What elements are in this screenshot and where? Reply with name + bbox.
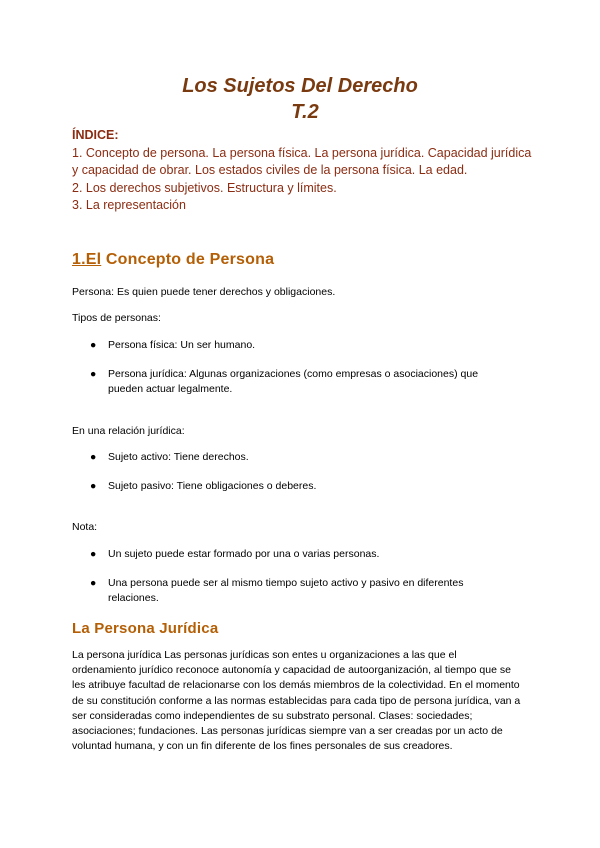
bullet-icon: ● [90, 548, 97, 560]
index-item-1: 1. Concepto de persona. La persona física. La persona jurídica. Capacidad jurídica y capacidad de obrar. Los estados civiles de la persona física. La edad. [72, 145, 532, 177]
section1-heading-text: Concepto de Persona [101, 251, 275, 268]
list-item-text: Una persona puede ser al mismo tiempo sujeto activo y pasivo en diferentes relaciones. [108, 577, 464, 604]
bullet-icon: ● [90, 577, 97, 589]
relation-label: En una relación jurídica: [72, 425, 185, 437]
person-definition: Persona: Es quien puede tener derechos y obligaciones. [72, 286, 336, 298]
bullet-icon: ● [90, 368, 97, 380]
section2-paragraph: La persona jurídica Las personas jurídicas son entes u organizaciones a las que el ordenamiento jurídico reconoce autonomía y capacidad de autoorganización, al tiempo que se les atribuye facultad de relacionarse con los demás miembros de la colectividad. En el momento de su constitución conforme a las normas establecidas para cada tipo de persona jurídica, van a ser consideradas como independientes de su substrato personal. Clases: sociedades; asociaciones; fundaciones. Las personas jurídicas siempre van a ser creadas por un acto de voluntad humana, y con un fin diferente de los fines personales de sus creadores. [72, 649, 521, 753]
list-item-text: Sujeto pasivo: Tiene obligaciones o deberes. [108, 480, 317, 492]
list-item-text: Persona jurídica: Algunas organizaciones (como empresas o asociaciones) que pueden actuar legalmente. [108, 368, 479, 395]
index-section [72, 127, 532, 215]
index-item-3: 3. La representación [72, 198, 186, 212]
list-item-text: Persona física: Un ser humano. [108, 339, 256, 351]
types-label: Tipos de personas: [72, 312, 161, 324]
list-item [90, 547, 510, 562]
document-title: Los Sujetos Del Derecho [182, 75, 418, 97]
list-item [90, 450, 510, 465]
section1-heading-number: 1.El [72, 251, 102, 268]
list-item [90, 479, 510, 494]
section2-heading: La Persona Jurídica [72, 620, 219, 637]
list-item [90, 367, 510, 397]
index-item-2: 2. Los derechos subjetivos. Estructura y límites. [72, 180, 337, 195]
note-label: Nota: [72, 521, 98, 533]
list-item-text: Sujeto activo: Tiene derechos. [108, 451, 249, 463]
list-item [90, 576, 510, 606]
document-subtitle: T.2 [291, 101, 319, 123]
list-item-text: Un sujeto puede estar formado por una o varias personas. [108, 548, 380, 560]
bullet-icon: ● [90, 451, 97, 463]
list-item [90, 338, 510, 353]
bullet-icon: ● [90, 480, 97, 492]
section1-heading [72, 251, 274, 269]
index-label: ÍNDICE: [72, 128, 119, 142]
bullet-icon: ● [90, 339, 97, 351]
